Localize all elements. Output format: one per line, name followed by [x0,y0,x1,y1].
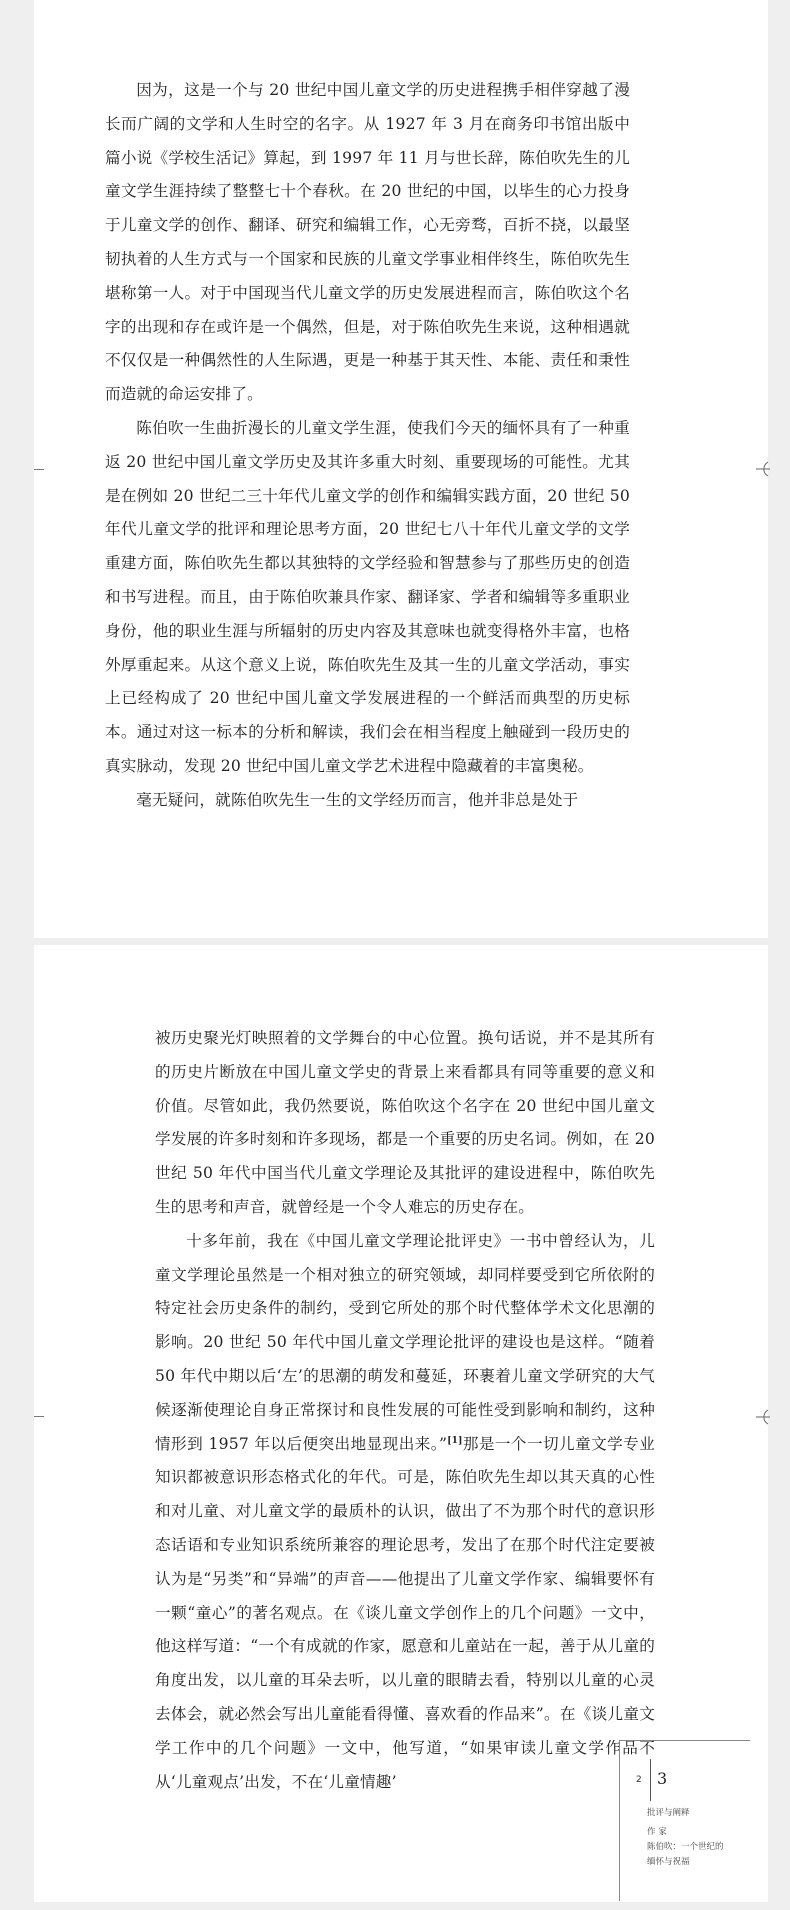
crop-mark-left [34,469,44,470]
footnote-reference[interactable]: [1] [447,1435,463,1446]
paragraph: 因为，这是一个与 20 世纪中国儿童文学的历史进程携手相伴穿越了漫长而广阔的文学和人生时空的名字。从 1927 年 3 月在商务印书馆出版中篇小说《学校生活记》算起，到 1997 年 11 月与世长辞，陈伯吹先生的儿童文学生涯持续了整整七十个春秋。在 20 世纪的中国，以毕生的心力投身于儿童文学的创作、翻译、研究和编辑工作，心无旁骛，百折不挠，以最坚韧执着的人生方式与一个国家和民族的儿童文学事业相伴终生，陈伯吹先生堪称第一人。对于中国现当代儿童文学的历史发展进程而言，陈伯吹这个名字的出现和存在或许是一个偶然，但是，对于陈伯吹先生来说，这种相遇就不仅仅是一种偶然性的人生际遇，更是一种基于其天性、本能、责任和秉性而造就的命运安排了。 [105,81,630,404]
paragraph-text: 十多年前，我在《中国儿童文学理论批评史》一书中曾经认为，儿童文学理论虽然是一个相对独立的研究领域，却同样要受到它所依附的特定社会历史条件的制约，受到它所处的那个时代整体学术文化思潮的影响。20 世纪 50 年代中国儿童文学理论批评的建设也是这样。“随着 50 年代中期以后‘左’的思潮的萌发和蔓延，环裹着儿童文学研究的大气候逐渐使理论自身正常探讨和良性发展的可能性受到影响和制约，这种情形到 1957 年以后便突出地显现出来。” [155,1231,655,1453]
registration-mark-icon [752,460,770,478]
footer-category: 作 家 [647,1827,667,1837]
page-2-body [155,1022,655,1799]
page-1-body [105,74,630,818]
footer-section-title: 批评与阐释 [647,1808,690,1818]
page-number: 3 [657,1769,668,1788]
registration-mark-icon [752,1408,770,1426]
footer-divider [650,1759,651,1801]
page-number-small: 2 [636,1775,642,1785]
footer-book-subtitle: 缅怀与祝福 [647,1857,690,1867]
paragraph: 陈伯吹一生曲折漫长的儿童文学生涯，使我们今天的缅怀具有了一种重返 20 世纪中国儿童文学历史及其许多重大时刻、重要现场的可能性。尤其是在例如 20 世纪二三十年代儿童文学的创作和编辑实践方面，20 世纪 50 年代儿童文学的批评和理论思考方面，20 世纪七八十年代儿童文学的文学重建方面，陈伯吹先生都以其独特的文学经验和智慧参与了那些历史的创造和书写进程。而且，由于陈伯吹兼具作家、翻译家、学者和编辑等多重职业身份，他的职业生涯与所辐射的历史内容及其意味也就变得格外丰富，也格外厚重起来。从这个意义上说，陈伯吹先生及其一生的儿童文学活动，事实上已经构成了 20 世纪中国儿童文学发展进程的一个鲜活而典型的历史标本。通过对这一标本的分析和解读，我们会在相当程度上触碰到一段历史的真实脉动，发现 20 世纪中国儿童文学艺术进程中隐藏着的丰富奥秘。 [105,418,630,775]
paragraph-text: 那是一个一切儿童文学专业知识都被意识形态格式化的年代。可是，陈伯吹先生却以其天真的心性和对儿童、对儿童文学的最质朴的认识，做出了不为那个时代的意识形态话语和专业知识系统所兼容的理论思考，发出了在那个时代注定要被认为是“另类”和“异端”的声音——他提出了儿童文学作家、编辑要怀有一颗“童心”的著名观点。在《谈儿童文学创作上的几个问题》一文中，他这样写道：“一个有成就的作家，愿意和儿童站在一起，善于从儿童的角度出发，以儿童的耳朵去听，以儿童的眼睛去看，特别以儿童的心灵去体会，就必然会写出儿童能看得懂、喜欢看的作品来”。在《谈儿童文学工作中的几个问题》一文中，他写道，“如果审读儿童文学作品不从‘儿童观点’出发，不在‘儿童情趣’ [155,1434,655,1791]
page-footer [619,1740,750,1901]
footer-book-title: 陈伯吹：一个世纪的 [647,1842,724,1852]
paragraph [155,1225,655,1800]
crop-mark-left [34,1416,44,1417]
paragraph: 毫无疑问，就陈伯吹先生一生的文学经历而言，他并非总是处于 [136,790,579,809]
paragraph: 被历史聚光灯映照着的文学舞台的中心位置。换句话说，并不是其所有的历史片断放在中国儿童文学史的背景上来看都具有同等重要的意义和价值。尽管如此，我仍然要说，陈伯吹这个名字在 20 世纪中国儿童文学发展的许多时刻和许多现场，都是一个重要的历史名词。例如，在 20 世纪 50 年代中国当代儿童文学理论及其批评的建设进程中，陈伯吹先生的思考和声音，就曾经是一个令人难忘的历史存在。 [155,1029,655,1216]
